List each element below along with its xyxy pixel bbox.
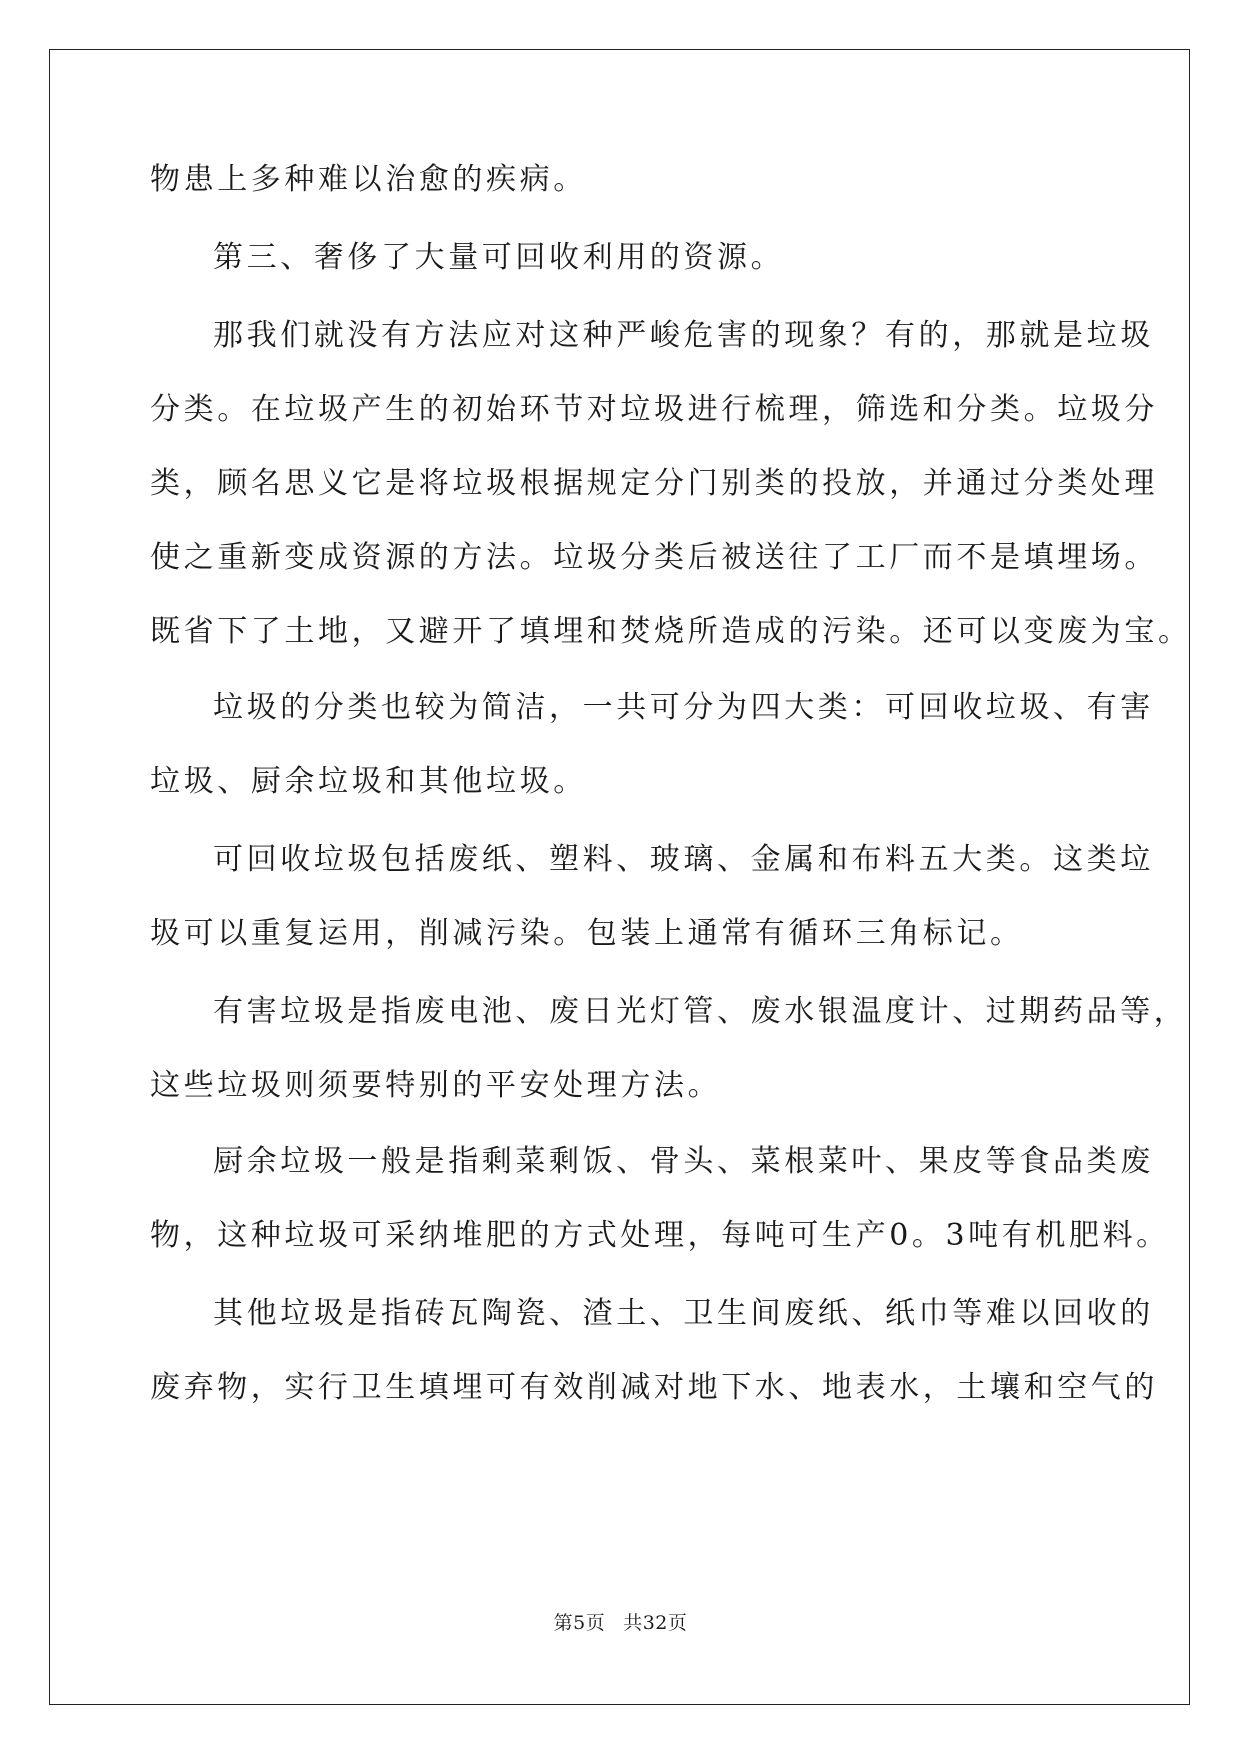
text-line: 厨余垃圾一般是指剩菜剩饭、骨头、菜根菜叶、果皮等食品类废 [213, 1144, 1154, 1179]
text-line: 垃圾的分类也较为简洁，一共可分为四大类：可回收垃圾、有害 [213, 690, 1154, 725]
page-total: 共32页 [623, 1612, 688, 1634]
text-line: 圾可以重复运用，削减污染。包装上通常有循环三角标记。 [150, 916, 1024, 951]
text-line: 第三、奢侈了大量可回收利用的资源。 [213, 240, 785, 275]
text-line: 类，顾名思义它是将垃圾根据规定分门别类的投放，并通过分类处理 [150, 466, 1158, 501]
text-line: 垃圾、厨余垃圾和其他垃圾。 [150, 764, 587, 799]
text-line: 物患上多种难以治愈的疾病。 [150, 162, 587, 197]
text-line: 分类。在垃圾产生的初始环节对垃圾进行梳理，筛选和分类。垃圾分 [150, 392, 1158, 427]
text-line: 可回收垃圾包括废纸、塑料、玻璃、金属和布料五大类。这类垃 [213, 842, 1154, 877]
text-line: 其他垃圾是指砖瓦陶瓷、渣土、卫生间废纸、纸巾等难以回收的 [213, 1296, 1154, 1331]
text-line: 既省下了土地，又避开了填埋和焚烧所造成的污染。还可以变废为宝。 [150, 614, 1192, 649]
page-number: 第5页 [553, 1612, 606, 1634]
text-line: 那我们就没有方法应对这种严峻危害的现象？有的，那就是垃圾 [213, 318, 1154, 353]
text-line: 使之重新变成资源的方法。垃圾分类后被送往了工厂而不是填埋场。 [150, 540, 1158, 575]
text-line: 这些垃圾则须要特别的平安处理方法。 [150, 1068, 722, 1103]
text-line: 废弃物，实行卫生填埋可有效削减对地下水、地表水，土壤和空气的 [150, 1370, 1158, 1405]
text-line: 物，这种垃圾可采纳堆肥的方式处理，每吨可生产0。3吨有机肥料。 [150, 1218, 1170, 1253]
text-line: 有害垃圾是指废电池、废日光灯管、废水银温度计、过期药品等， [213, 994, 1188, 1029]
page-footer [0, 1611, 1241, 1635]
